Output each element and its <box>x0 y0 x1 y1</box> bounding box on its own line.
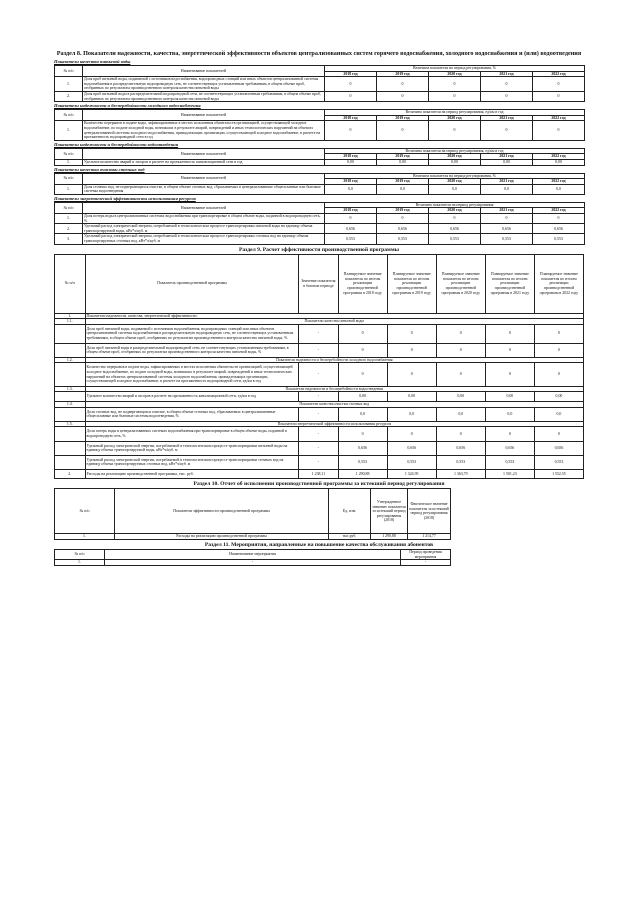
row-value: 0,0 <box>485 407 534 421</box>
year-header: 2021 год <box>481 115 533 121</box>
t5-subtitle: Показатели энергетической эффективности использования ресурсов <box>54 195 196 201</box>
row-number: 1. <box>55 534 115 540</box>
row-value: 0 <box>436 343 485 357</box>
row-value: - <box>299 407 338 421</box>
col-number-header: № п/п <box>55 110 83 121</box>
column-header: Планируемое значение показателя по итогам реализации производственной программы в 2019 году <box>387 254 436 313</box>
table-row <box>55 159 585 165</box>
table-cold-water-reliability <box>54 109 585 141</box>
row-value: - <box>299 427 338 441</box>
row-value: - <box>299 343 338 357</box>
table-row <box>55 534 451 540</box>
row-value: 0,0 <box>429 184 481 194</box>
row-number: 3. <box>55 234 83 244</box>
row-value: 1 290,88 <box>338 469 387 479</box>
table-row <box>55 407 584 421</box>
table-energy-efficiency <box>54 202 585 245</box>
year-header: 2018 год <box>325 208 377 214</box>
row-value: 0,656 <box>436 441 485 455</box>
row-value: 0 <box>534 343 583 357</box>
column-header: Утвержденное значение показателя за истекший период регулирования (2018) <box>371 489 408 534</box>
column-header: Планируемое значение показателя по итогам реализации производственной программы в 2020 году <box>436 254 485 313</box>
column-header: Показатели эффективности производственной программы <box>115 489 329 534</box>
row-value: 0,656 <box>533 224 585 234</box>
row-number <box>55 407 86 421</box>
row-value: 0 <box>429 121 481 140</box>
table-row <box>55 363 584 386</box>
column-header: Фактическое значение показателя за истекший период регулирования (2018) <box>408 489 451 534</box>
row-number: 1.2. <box>55 357 86 363</box>
row-value: 0,00 <box>338 392 387 402</box>
row-number: 1.1. <box>55 319 86 325</box>
row-number <box>55 343 86 357</box>
row-name: Доля потерь воды в централизованных системах водоснабжения при транспортировке в общем объеме воды, поданной в водопроводную сеть, % <box>85 427 299 441</box>
row-number <box>55 324 86 343</box>
year-header: 2022 год <box>533 115 585 121</box>
row-value: 0,00 <box>325 159 377 165</box>
table-row <box>55 121 585 140</box>
row-number: 1. <box>55 214 83 224</box>
year-header: 2021 год <box>481 208 533 214</box>
section-name: Показатели надежности, качества, энергетической эффективности: <box>85 313 583 319</box>
row-value: 0,00 <box>377 159 429 165</box>
row-value: 0,553 <box>485 455 534 469</box>
col-name-header: Наименование показателей <box>83 110 325 121</box>
row-value: 0,553 <box>338 455 387 469</box>
row-value: 1 238,11 <box>299 469 338 479</box>
table-row <box>55 91 585 101</box>
year-header: 2022 год <box>533 208 585 214</box>
row-value: 0,00 <box>533 159 585 165</box>
year-header: 2019 год <box>377 179 429 185</box>
row-name: Доля потерь воды в централизованных системах водоснабжения при транспортировке в общем объеме воды, поданной в водопроводную сеть, % <box>83 214 325 224</box>
table-row <box>55 224 585 234</box>
row-value: 0 <box>387 363 436 386</box>
column-header: Значение показателя в базовом периоде <box>299 254 338 313</box>
table-sewage-treatment <box>54 173 585 195</box>
table-row <box>55 343 584 357</box>
year-header: 2021 год <box>481 154 533 160</box>
row-value: 0 <box>481 214 533 224</box>
row-value: 0 <box>429 214 481 224</box>
col-number-header: № п/п <box>55 148 83 159</box>
row-number <box>55 392 86 402</box>
row-name: Доля проб питьевой воды, подаваемой с источников водоснабжения, водопроводных станций или иных объектов централизованной системы водоснабжения в распределительную водопроводную сеть, не соответствующих установленным требованиям, в общем объеме проб, отобранных по результатам производственного контроля качества питьевой воды, % <box>85 324 299 343</box>
row-value: 0 <box>325 214 377 224</box>
row-name: Доля проб питьевой воды, подаваемой с источников водоснабжения, водопроводных станций или иных объектов централизованной системы водоснабжения в распределительную водопроводную сеть, не соответствующих установленным требованиям, в общем объеме проб, отобранных по результатам производственного контроля качества питьевой воды <box>83 77 325 92</box>
row-name: Расходы на реализацию производственной программы, тыс. руб. <box>85 469 299 479</box>
table-row <box>55 455 584 469</box>
row-value: 0,0 <box>325 184 377 194</box>
row-value: 0 <box>387 343 436 357</box>
row-value: 0,0 <box>534 407 583 421</box>
row-value: 0 <box>377 121 429 140</box>
row-value: 0,656 <box>387 441 436 455</box>
period-header: Величина показателя на период регулирования, ед/км в год <box>325 110 585 116</box>
document-page <box>54 50 584 566</box>
col-number-header: № п/п <box>55 202 83 213</box>
row-number <box>55 427 86 441</box>
row-value: 0,553 <box>436 455 485 469</box>
row-value: 0 <box>534 324 583 343</box>
period-header: Величина показателя на период регулирования <box>325 202 585 208</box>
row-name: Количество перерывов в подаче воды, зафиксированных в местах исполнения обязательств организацией, осуществляющей холодное водоснабжение, по подаче холодной воды, возникших в результате аварий, повреждений и иных технологических нарушений на объектах централизованной системы холодного водоснабжения, принадлежащих организации, осуществляющей холодное водоснабжение, в расчете на протяженность водопроводной сети в год <box>83 121 325 140</box>
t4-subtitle: Показатели качества очистки сточных вод <box>54 166 145 172</box>
row-number: 1.4. <box>55 401 86 407</box>
row-value: 0,00 <box>481 159 533 165</box>
year-header: 2020 год <box>429 154 481 160</box>
row-value: 0,00 <box>534 392 583 402</box>
row-value: 0 <box>338 363 387 386</box>
col-name-header: Наименование показателей <box>83 66 325 77</box>
table-row <box>55 77 585 92</box>
period-header: Величина показателя на период регулирования, % <box>325 66 585 72</box>
table-sewage-reliability <box>54 148 585 166</box>
table-row <box>55 324 584 343</box>
year-header: 2018 год <box>325 115 377 121</box>
column-header: Планируемое значение показателя по итогам реализации производственной программы в 2021 году <box>485 254 534 313</box>
row-value: 1 324,95 <box>387 469 436 479</box>
year-header: 2019 год <box>377 71 429 77</box>
row-number <box>55 455 86 469</box>
section-name: Показатели энергетической эффективности использования ресурсов <box>85 421 583 427</box>
row-period: - <box>401 560 451 566</box>
year-header: 2021 год <box>481 71 533 77</box>
year-header: 2022 год <box>533 179 585 185</box>
section-name: Показатели качества очистки сточных вод <box>85 401 583 407</box>
row-value: 0,656 <box>377 224 429 234</box>
year-header: 2019 год <box>377 154 429 160</box>
column-header: Планируемое значение показателя по итогам реализации производственной программы в 2022 году <box>534 254 583 313</box>
row-value: - <box>299 441 338 455</box>
row-value: 0 <box>485 324 534 343</box>
row-value: 0,0 <box>481 184 533 194</box>
row-value: 0 <box>338 343 387 357</box>
row-value: 0,553 <box>377 234 429 244</box>
row-number: 1. <box>55 121 83 140</box>
row-name: Удельный расход электрической энергии, потребляемой в технологическом процессе транспортировки сточных вод на единицу объема транспортируемых сточных вод, кВт*ч/куб. м <box>83 234 325 244</box>
row-approved: 1 290,88 <box>371 534 408 540</box>
row-value: 0,656 <box>338 441 387 455</box>
year-header: 2018 год <box>325 71 377 77</box>
period-header: Величина показателя на период регулирования, % <box>325 173 585 179</box>
t2-subtitle: Показатели надежности и бесперебойности холодного водоснабжения <box>54 103 201 109</box>
row-value: 0 <box>533 214 585 224</box>
row-value: 0 <box>534 363 583 386</box>
row-value: 0,656 <box>325 224 377 234</box>
year-header: 2022 год <box>533 71 585 77</box>
table-row <box>55 214 585 224</box>
year-header: 2018 год <box>325 154 377 160</box>
row-value: 0 <box>534 427 583 441</box>
column-header: Показатель производственной программы <box>85 254 299 313</box>
row-value: 0,0 <box>387 407 436 421</box>
column-header: № п/п <box>55 254 86 313</box>
row-value: 0 <box>436 324 485 343</box>
row-value: 0 <box>485 343 534 357</box>
row-value: 0 <box>429 77 481 92</box>
table-program-efficiency <box>54 254 584 480</box>
row-value: 0 <box>377 91 429 101</box>
row-name: Удельное количество аварий и засоров в расчете на протяженность канализационной сети, ед/км в год <box>85 392 299 402</box>
row-value: - <box>299 363 338 386</box>
row-value: 1 363,79 <box>436 469 485 479</box>
row-name: Количество перерывов в подаче воды, зафиксированных в местах исполнения обязательств организацией, осуществляющей холодное водоснабжение, по подаче холодной воды, возникших в результате аварий, повреждений и иных технологических нарушений на объектах централизованной системы холодного водоснабжения, принадлежащих организации, осуществляющей холодное водоснабжение, в расчете на протяженность водопроводной сети, ед/км в год <box>85 363 299 386</box>
table-service-measures <box>54 549 451 566</box>
row-value: 0 <box>481 77 533 92</box>
row-value: 0 <box>533 121 585 140</box>
row-value: 0 <box>377 214 429 224</box>
section-9-title: Раздел 9. Расчет эффективности производственной программы <box>238 246 400 253</box>
row-value: 0 <box>485 363 534 386</box>
table-row <box>55 234 585 244</box>
table-water-quality <box>54 65 585 102</box>
section-11-title: Раздел 11. Мероприятия, направленные на повышение качества обслуживания абонентов <box>204 542 434 549</box>
section-name: Показатели надежности и бесперебойности холодного водоснабжения <box>85 357 583 363</box>
column-header: № п/п <box>55 489 115 534</box>
row-actual: 1 214,77 <box>408 534 451 540</box>
t1-subtitle: Показатели качества питьевой воды <box>54 59 131 64</box>
col-number-header: № п/п <box>55 66 83 77</box>
column-header: Ед. изм. <box>329 489 371 534</box>
row-value: 0 <box>481 91 533 101</box>
row-name: Доля проб питьевой воды в распределительной водопроводной сети, не соответствующих установленным требованиям, в общем объеме проб, отобранных по результатам производственного контроля качества питьевой воды, % <box>85 343 299 357</box>
row-value: - <box>299 455 338 469</box>
row-value: 0 <box>533 91 585 101</box>
row-value: 0,00 <box>429 159 481 165</box>
row-number: 2. <box>55 469 86 479</box>
row-value: 0,00 <box>436 392 485 402</box>
row-value: 0 <box>485 427 534 441</box>
col-name-header: Наименование показателей <box>83 202 325 213</box>
t3-subtitle: Показатели надежности и бесперебойности водоотведения <box>54 141 179 147</box>
row-value: 0 <box>387 427 436 441</box>
col-name-header: Наименование показателей <box>83 173 325 184</box>
table-row <box>55 427 584 441</box>
col-number-header: № п/п <box>55 173 83 184</box>
year-header: 2020 год <box>429 71 481 77</box>
year-header: 2018 год <box>325 179 377 185</box>
row-number: 2. <box>55 224 83 234</box>
column-header: Наименование мероприятия <box>105 550 401 560</box>
row-unit: тыс.руб. <box>329 534 371 540</box>
row-value: 0,553 <box>481 234 533 244</box>
row-number: 2. <box>55 91 83 101</box>
row-number <box>55 363 86 386</box>
section-name: Показатели надежности и бесперебойности водоотведения <box>85 386 583 392</box>
year-header: 2021 год <box>481 179 533 185</box>
row-value: 0 <box>338 427 387 441</box>
row-value: 0,656 <box>534 441 583 455</box>
row-value: 1 501,23 <box>485 469 534 479</box>
row-name: Расходы на реализацию производственной программы <box>115 534 329 540</box>
row-value: 0,553 <box>387 455 436 469</box>
row-value: 0,553 <box>533 234 585 244</box>
table-row <box>55 469 584 479</box>
table-row <box>55 392 584 402</box>
row-value: 0 <box>387 324 436 343</box>
row-name: Удельное количество аварий и засоров в расчете на протяженность канализационной сети в год <box>83 159 325 165</box>
row-value: 0,553 <box>534 455 583 469</box>
row-value: 0,00 <box>485 392 534 402</box>
row-value: 0 <box>377 77 429 92</box>
year-header: 2020 год <box>429 208 481 214</box>
row-value: 0,656 <box>429 224 481 234</box>
row-name: Доля сточных вод, не подвергающихся очистке, в общем объеме сточных вод, сбрасываемых в централизованные общесплавные или бытовые системы водоотведения, % <box>85 407 299 421</box>
row-name: Удельный расход электрической энергии, потребляемой в технологическом процессе транспортировки питьевой воды на единицу объема транспортируемой воды, кВт*ч/куб. м <box>85 441 299 455</box>
row-value: - <box>299 324 338 343</box>
row-value: 0,656 <box>485 441 534 455</box>
section-10-title: Раздел 10. Отчет об исполнении производственной программы за истекший период регулирования <box>193 481 445 488</box>
row-number: 1.3. <box>55 386 86 392</box>
section-8-title: Раздел 8. Показатели надежности, качества, энергетической эффективности объектов централизованных систем горячего водоснабжения, холодного водоснабжения и (или) водоотведения <box>56 50 582 57</box>
row-value: 0 <box>325 121 377 140</box>
year-header: 2019 год <box>377 115 429 121</box>
row-value: 0 <box>533 77 585 92</box>
year-header: 2020 год <box>429 179 481 185</box>
row-name: Доля проб питьевой воды в распределительной водопроводной сети, не соответствующих установленным требованиям, в общем объеме проб, отобранных по результатам производственного контроля качества питьевой воды <box>83 91 325 101</box>
section-name: Показатели качества питьевой воды <box>85 319 583 325</box>
row-value: 0 <box>481 121 533 140</box>
row-number: 1. <box>55 560 105 566</box>
row-number: 1. <box>55 77 83 92</box>
year-header: 2020 год <box>429 115 481 121</box>
column-header: Период проведения мероприятия <box>401 550 451 560</box>
row-value: - <box>299 392 338 402</box>
row-value: 0,00 <box>387 392 436 402</box>
row-name: Доля сточных вод, не подвергающихся очистке, в общем объеме сточных вод, сбрасываемых в централизованные общесплавные или бытовые системы водоотведения <box>83 184 325 194</box>
row-number <box>55 441 86 455</box>
row-value: 0 <box>436 363 485 386</box>
row-value: 0,553 <box>325 234 377 244</box>
table-row <box>55 560 451 566</box>
period-header: Величина показателя на период регулирования, ед/км в год <box>325 148 585 154</box>
table-program-report <box>54 488 451 540</box>
col-name-header: Наименование показателей <box>83 148 325 159</box>
row-value: 0,0 <box>338 407 387 421</box>
row-value: 0,0 <box>377 184 429 194</box>
column-header: № п/п <box>55 550 105 560</box>
row-value: 0,656 <box>481 224 533 234</box>
row-name: Удельный расход электрической энергии, потребляемой в технологическом процессе транспортировки сточных вод на единицу объема транспортируемых сточных вод, кВт*ч/куб. м <box>85 455 299 469</box>
row-name: Удельный расход электрической энергии, потребляемой в технологическом процессе транспортировки питьевой воды на единицу объема транспортируемой воды, кВт*ч/куб. м <box>83 224 325 234</box>
row-value: 0 <box>429 91 481 101</box>
row-name: - <box>105 560 401 566</box>
row-value: 0 <box>325 77 377 92</box>
table-row <box>55 184 585 194</box>
row-number: 1.5. <box>55 421 86 427</box>
row-value: 0 <box>338 324 387 343</box>
row-value: 1 552,55 <box>534 469 583 479</box>
year-header: 2019 год <box>377 208 429 214</box>
row-number: 1. <box>55 184 83 194</box>
column-header: Планируемое значение показателя по итогам реализации производственной программы в 2018 году <box>338 254 387 313</box>
row-number: 1. <box>55 313 86 319</box>
row-value: 0 <box>436 427 485 441</box>
table-row <box>55 441 584 455</box>
row-value: 0,0 <box>533 184 585 194</box>
year-header: 2022 год <box>533 154 585 160</box>
row-value: 0,0 <box>436 407 485 421</box>
row-value: 0,553 <box>429 234 481 244</box>
row-value: 0 <box>325 91 377 101</box>
row-number: 1. <box>55 159 83 165</box>
